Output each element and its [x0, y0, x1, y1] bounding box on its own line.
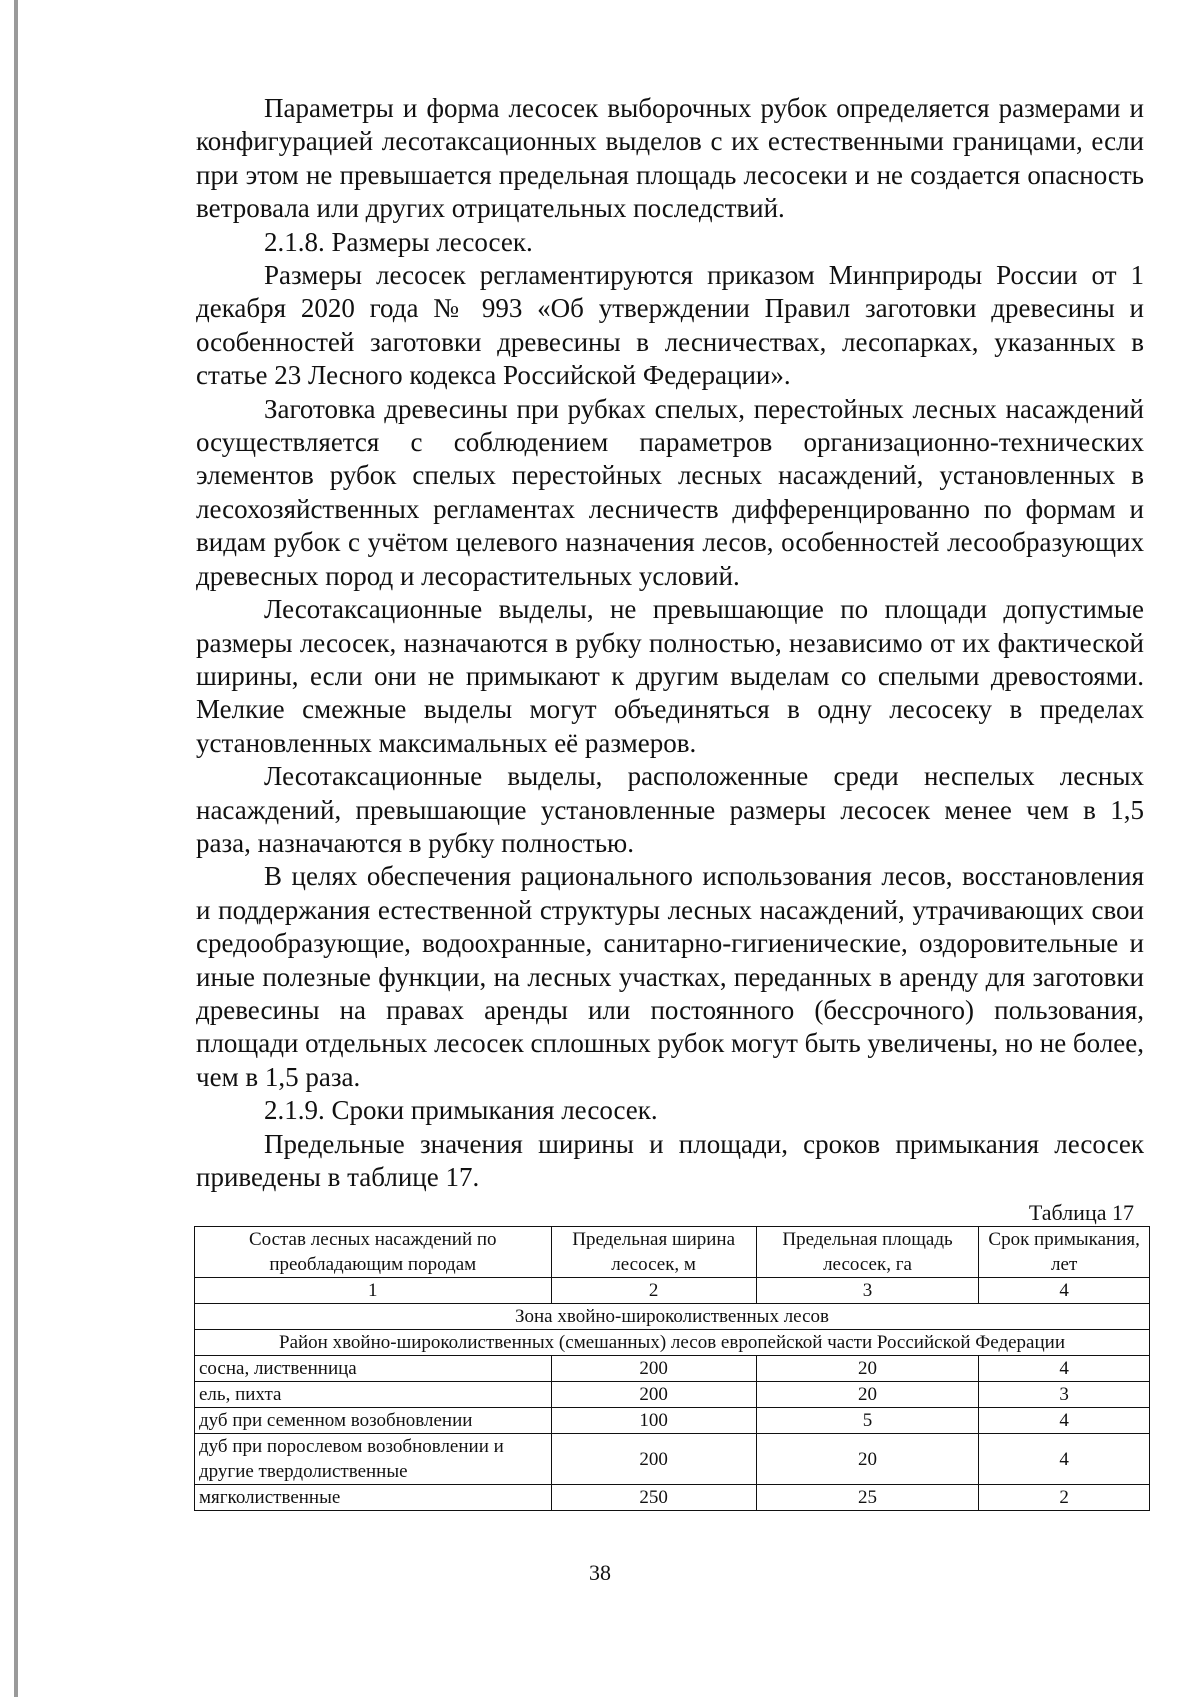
species-cell: мягколиственные: [195, 1485, 552, 1511]
paragraph-immature-stands: Лесотаксационные выделы, расположенные среди неспелых лесных насаждений, превышающие установленные размеры лесосек менее чем в 1,5 раза, назначаются в рубку полностью.: [196, 761, 1144, 858]
limits-table: [194, 1226, 1150, 1511]
page-number: 38: [589, 1560, 611, 1585]
column-number: 3: [756, 1278, 979, 1304]
term-cell: 3: [979, 1382, 1150, 1408]
paragraph-area-increase: В целях обеспечения рационального использования лесов, восстановления и поддержания естественной структуры лесных насаждений, утрачивающих свои средообразующие, водоохранные, санитарно-гигиенические, оздоровительные и иные полезные функции, на лесных участках, переданных в аренду для заготовки древесины на правах аренды или постоянного (бессрочного) пользования, площади отдельных лесосек сплошных рубок могут быть увеличены, но не более, чем в 1,5 раза.: [196, 861, 1145, 1092]
area-cell: 20: [756, 1434, 979, 1485]
species-cell: сосна, лиственница: [195, 1356, 552, 1382]
table-row: [195, 1408, 1150, 1434]
column-number: 4: [979, 1278, 1150, 1304]
table-row: [195, 1356, 1150, 1382]
term-cell: 4: [979, 1408, 1150, 1434]
term-cell: 4: [979, 1356, 1150, 1382]
term-cell: 2: [979, 1485, 1150, 1511]
region-title: Район хвойно-широколиственных (смешанных) лесов европейской части Российской Федерации: [195, 1330, 1150, 1356]
table-header-row: [195, 1227, 1150, 1278]
paragraph-table-reference: Предельные значения ширины и площади, сроков примыкания лесосек приведены в таблице 17.: [196, 1128, 1144, 1192]
species-cell: ель, пихта: [195, 1382, 552, 1408]
width-cell: 200: [551, 1356, 756, 1382]
paragraph-cutting-size-regulation: Размеры лесосек регламентируются приказом Минприроды России от 1 декабря 2020 года № 993 «Об утверждении Правил заготовки древесины и особенностей заготовки древесины в лесничествах, лесопарках, указанных в статье 23 Лесного кодекса Российской Федерации».: [196, 260, 1144, 391]
species-cell: дуб при порослевом возобновлении и другие твердолиственные: [195, 1434, 552, 1485]
body-text: [196, 92, 1144, 1194]
species-cell: дуб при семенном возобновлении: [195, 1408, 552, 1434]
area-cell: 25: [756, 1485, 979, 1511]
column-number: 2: [551, 1278, 756, 1304]
table-caption: Таблица 17: [1028, 1200, 1134, 1226]
term-cell: 4: [979, 1434, 1150, 1485]
width-cell: 200: [551, 1382, 756, 1408]
header-max-width: Предельная ширина лесосек, м: [551, 1227, 756, 1278]
paragraph-cutting-parameters: Параметры и форма лесосек выборочных рубок определяется размерами и конфигурацией лесотаксационных выделов с их естественными границами, если при этом не превышается предельная площадь лесосеки и не создается опасность ветровала или других отрицательных последствий.: [196, 93, 1144, 224]
table-region-row: [195, 1330, 1150, 1356]
width-cell: 250: [551, 1485, 756, 1511]
area-cell: 20: [756, 1382, 979, 1408]
area-cell: 20: [756, 1356, 979, 1382]
table-zone-row: [195, 1304, 1150, 1330]
table-row: [195, 1382, 1150, 1408]
section-heading-2-1-8: 2.1.8. Размеры лесосек.: [264, 226, 533, 257]
width-cell: 200: [551, 1434, 756, 1485]
scan-edge-line: [14, 0, 18, 1697]
header-adjacency-term: Срок примыкания, лет: [979, 1227, 1150, 1278]
paragraph-harvesting-parameters: Заготовка древесины при рубках спелых, перестойных лесных насаждений осуществляется с соблюдением параметров организационно-технических элементов рубок спелых перестойных лесных насаждений, установленных в лесохозяйственных регламентах лесничеств дифференцированно по формам и видам рубок с учётом целевого назначения лесов, особенностей лесообразующих древесных пород и лесорастительных условий.: [196, 393, 1144, 591]
document-page: [196, 92, 1144, 1511]
area-cell: 5: [756, 1408, 979, 1434]
table-row: [195, 1434, 1150, 1485]
section-heading-2-1-9: 2.1.9. Сроки примыкания лесосек.: [264, 1095, 658, 1126]
zone-title: Зона хвойно-широколиственных лесов: [195, 1304, 1150, 1330]
width-cell: 100: [551, 1408, 756, 1434]
paragraph-allotments-full-cutting: Лесотаксационные выделы, не превышающие по площади допустимые размеры лесосек, назначаются в рубку полностью, независимо от их фактической ширины, если они не примыкают к другим выделам со спелыми древостоями. Мелкие смежные выделы могут объединяться в одну лесосеку в пределах установленных максимальных её размеров.: [196, 594, 1144, 758]
header-max-area: Предельная площадь лесосек, га: [756, 1227, 979, 1278]
header-species-composition: Состав лесных насаждений по преобладающим породам: [195, 1227, 552, 1278]
table-column-numbers-row: [195, 1278, 1150, 1304]
table-row: [195, 1485, 1150, 1511]
column-number: 1: [195, 1278, 552, 1304]
